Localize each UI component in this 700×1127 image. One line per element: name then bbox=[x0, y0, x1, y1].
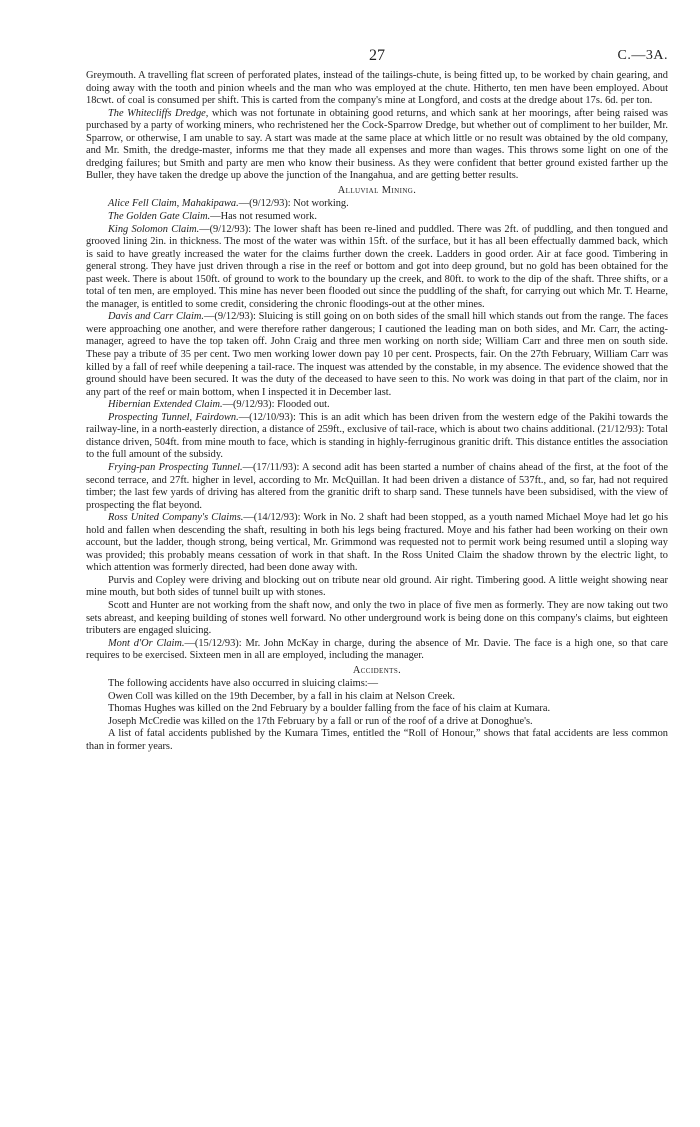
paragraph-text: —(9/12/93): Sluicing is still going on on both sides of the small hill which stands out from the range. The faces were approaching one another, and were therefore rather dangerous; I cautioned the leading man on both sides, and Mr. Carr, the acting-manager, agreed to have the top taken off. John Craig and three men working on north side; William Carr and three men on south side. These pay a tribute of 35 per cent. Two men working lower down pay 10 per cent. Prospects, fair. On the 27th February, William Carr was killed by a fall of reef while deepening a tail-race. The inquest was attended by the constable, in my absence. The evidence showed that the ground should have been secured. It was the duty of the deceased to have seen to this. No work was doing in that part of the claim, nor in any part of the reef or main bottom, when I inspected it in December last. bbox=[86, 311, 669, 398]
paragraph-alice-fell bbox=[86, 198, 668, 211]
paragraph-whitecliffs-dredge bbox=[86, 108, 668, 183]
paragraph-text: —(15/12/93): Mr. John McKay in charge, during the absence of Mr. Davie. The face is a high one, so that care requires to be exercised. Sixteen men in all are employed, including the manager. bbox=[86, 637, 668, 662]
paragraph-text: Greymouth. A travelling flat screen of perforated plates, instead of the tailings-chute, is being fitted up, to be worked by chain gearing, and doing away with the tooth and pinion wheels and the man who was employed at the chute. Hitherto, ten men have been employed. About 18cwt. of coal is consumed per shift. This is carted from the company's mine at Longford, and costs at the dredge about 17s. 6d. per ton. bbox=[86, 70, 668, 107]
paragraph-text: Purvis and Copley were driving and blocking out on tribute near old ground. Air right. Timbering good. A little weight showing near mine mouth, but both sides of tunnel built up with stones. bbox=[86, 574, 668, 599]
paragraph-scott-and-hunter bbox=[86, 600, 668, 638]
paragraph-purvis-and-copley bbox=[86, 575, 668, 600]
paragraph-text: —(9/12/93): The lower shaft has been re-lined and puddled. There was 2ft. of puddling, and then tongued and grooved lining 2in. in thickness. The most of the water was within 15ft. of the surface, but it has all been effectually dammed back, which is said to have greatly increased the water for the claims further down the creek. Ladders in good order. Air at face good. Timbering in general strong. They have just driven through a rise in the reef or bottom and got into deep ground, but no gold has been obtained for the past week. There is about 150ft. of ground to work to the boundary up the creek, and 80ft. to work to the dip of the shaft. Three shifts, or a total of ten men, are employed. This mine has never been flooded out since the puddling of the shaft, for carrying out which Mr. T. Hearne, the manager, is entitled to some credit, considering the chronic floodings-out at the other mines. bbox=[86, 223, 668, 310]
paragraph-prospecting-tunnel bbox=[86, 412, 668, 462]
paragraph-text: —(12/10/93): This is an adit which has been driven from the western edge of the Pakihi towards the railway-line, in a north-easterly direction, a distance of 259ft., exclusive of tail-race, which is about two chains additional. (21/12/93): Total distance driven, 504ft. from mine mouth to face, which is standing in highly-ferruginous granitic drift. This distance entitles the association to the full amount of the subsidy. bbox=[86, 411, 668, 461]
paragraph-joseph-mccredie bbox=[86, 716, 668, 729]
paragraph-text: —(9/12/93): Not working. bbox=[238, 198, 349, 210]
paragraph-accidents-intro bbox=[86, 678, 668, 691]
paragraph-owen-coll bbox=[86, 691, 668, 704]
body-text bbox=[86, 70, 668, 754]
paragraph-king-solomon bbox=[86, 224, 668, 312]
paragraph-text: —(17/11/93): A second adit has been started a number of chains ahead of the first, at the foot of the second terrace, and 27ft. higher in level, according to Mr. McQuillan. It had been driven a distance of 537ft., and, so far, had not required timber; the last few yards of driving has altered from the granitic drift to sharp sand. These tunnels have been subsidised, with the view of prospecting the flat beyond. bbox=[86, 461, 668, 511]
paragraph-text: Joseph McCredie was killed on the 17th February by a fall or run of the roof of a drive at Donoghue's. bbox=[108, 715, 533, 727]
paragraph-text: —Has not resumed work. bbox=[210, 211, 317, 223]
paragraph-lead: Hibernian Extended Claim. bbox=[108, 399, 223, 411]
paragraph-text: Scott and Hunter are not working from the shaft now, and only the two in place of five men as formerly. They are now taking out two sets abreast, and keeping building of stones well forward. No other underground work is being done on this company's claims, but eighteen tributers are engaged sluicing. bbox=[86, 599, 668, 637]
section-heading-accidents: Accidents. bbox=[352, 664, 402, 676]
paper-reference: C.—3A. bbox=[617, 48, 668, 63]
paragraph-lead: The Whitecliffs Dredge, bbox=[108, 107, 209, 119]
paragraph-text: —(9/12/93): Flooded out. bbox=[222, 399, 330, 411]
paragraph-hibernian-extended bbox=[86, 399, 668, 412]
paragraph-frying-pan-tunnel bbox=[86, 462, 668, 512]
paragraph-greymouth bbox=[86, 70, 668, 108]
paragraph-text: The following accidents have also occurred in sluicing claims:— bbox=[108, 678, 379, 690]
paragraph-lead: Ross United Company's Claims. bbox=[108, 512, 244, 524]
paragraph-thomas-hughes bbox=[86, 703, 668, 716]
paragraph-text: A list of fatal accidents published by the Kumara Times, entitled the “Roll of Honour,” shows that fatal accidents are less common than in former years. bbox=[86, 728, 668, 752]
paragraph-lead: Mont d'Or Claim. bbox=[108, 637, 185, 649]
paragraph-lead: Davis and Carr Claim. bbox=[108, 311, 204, 323]
paragraph-lead: Frying-pan Prospecting Tunnel. bbox=[108, 461, 243, 473]
page-number: 27 bbox=[369, 47, 385, 64]
paragraph-text: which was not fortunate in obtaining good returns, and which sank at her moorings, after being raised was purchased by a party of working miners, who rechristened her the Cock-Sparrow Dredge, but whether out of compliment to her builder, Mr. Sparrow, or otherwise, I am unable to say. A start was made at the same place at which little or no result was obtained by the old company, and Mr. Smith, the dredge-master, informs me that they made all expenses and more than wages. This throws some light on one of the dredging failures; but Smith and party are men who know their business. As they were confident that better ground existed farther up the Buller, they have taken the dredge up above the junction of the Inangahua, and are getting better results. bbox=[86, 107, 668, 182]
paragraph-golden-gate bbox=[86, 211, 668, 224]
paragraph-davis-and-carr bbox=[86, 311, 668, 399]
paragraph-ross-united bbox=[86, 512, 668, 575]
section-heading-alluvial-mining: Alluvial Mining. bbox=[337, 184, 417, 196]
paragraph-text: —(14/12/93): Work in No. 2 shaft had been stopped, as a youth named Michael Moye had let go his hold and fallen when descending the shaft, resulting in both his legs being fractured. Moye and his father had been working on their own account, but the ladder, though strong, being vertical, Mr. Grimmond was requested not to permit work being resumed until a sloping way was provided; this probably means cessation of work in that shaft. In the Ross United Claim the shadow thrown by the electric light, to which attention was formerly directed, had been done away with. bbox=[86, 512, 669, 574]
paragraph-mont-dor bbox=[86, 638, 668, 663]
paragraph-roll-of-honour bbox=[86, 728, 668, 753]
page-header bbox=[86, 47, 668, 65]
paragraph-lead: Alice Fell Claim, Mahakipawa. bbox=[108, 198, 239, 210]
paragraph-lead: Prospecting Tunnel, Fairdown. bbox=[108, 411, 239, 423]
paragraph-lead: King Solomon Claim. bbox=[108, 223, 200, 235]
paragraph-lead: The Golden Gate Claim. bbox=[108, 211, 211, 223]
paragraph-text: Thomas Hughes was killed on the 2nd February by a boulder falling from the face of his claim at Kumara. bbox=[108, 703, 551, 715]
paragraph-text: Owen Coll was killed on the 19th December, by a fall in his claim at Nelson Creek. bbox=[108, 690, 456, 702]
